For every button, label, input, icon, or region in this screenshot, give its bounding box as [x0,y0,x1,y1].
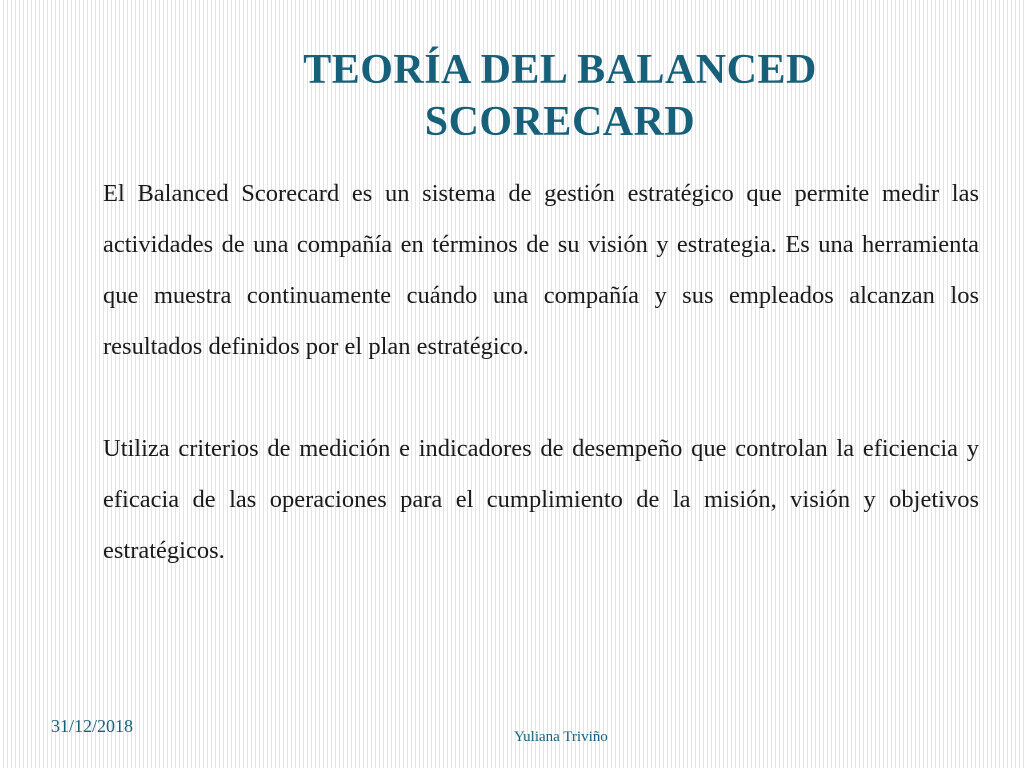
slide-title-line-2: SCORECARD [424,99,696,145]
slide-title [240,44,880,148]
footer-author: Yuliana Triviño [514,729,608,745]
footer-date: 31/12/2018 [51,716,134,736]
slide-title-line-1: TEORÍA DEL BALANCED [303,47,817,93]
body-paragraph-2: Utiliza criterios de medición e indicadores de desempeño que controlan la eficiencia y eficacia de las operaciones para el cumplimiento de la misión, visión y objetivos estratégicos. [103,435,979,564]
body-paragraph-1: El Balanced Scorecard es un sistema de gestión estratégico que permite medir las actividades de una compañía en términos de su visión y estrategia. Es una herramienta que muestra continuamente cuándo una compañía y sus empleados alcanzan los resultados definidos por el plan estratégico. [103,180,979,360]
slide-body [103,168,979,576]
